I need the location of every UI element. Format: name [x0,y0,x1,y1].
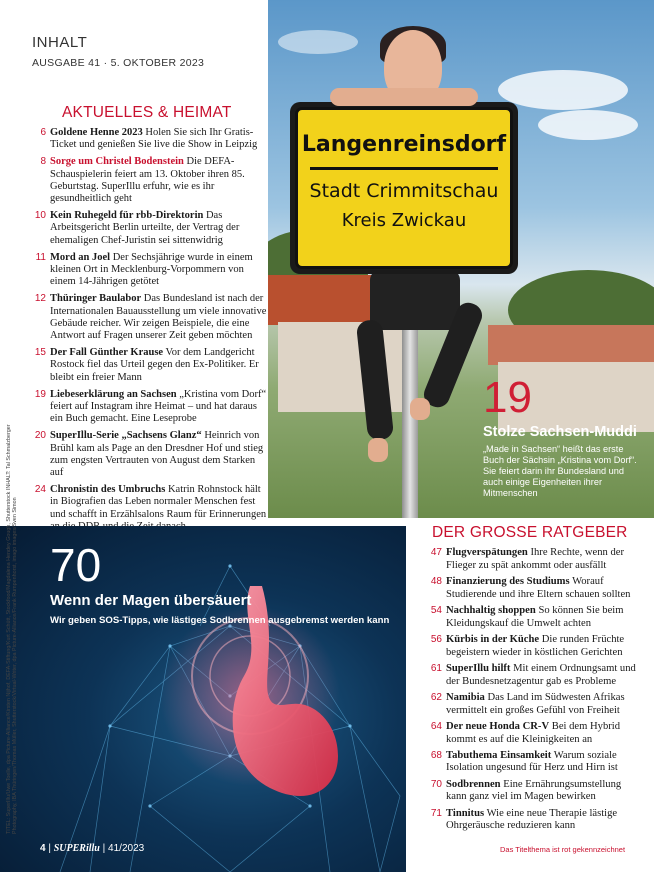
page-header [32,34,204,69]
entry-text: Worauf Studierende und ihre Eltern schauen sollten [446,575,631,600]
entry-page-number: 48 [430,575,442,587]
issue-date: AUSGABE 41 · 5. OKTOBER 2023 [32,57,205,69]
entry-page-number: 70 [430,778,442,790]
page-footer: 4 | SUPERillu | 41/2023 [40,843,145,854]
contents-list-ratgeber [424,547,638,837]
section-title-aktuelles: AKTUELLES & HEIMAT [62,104,232,121]
entry-page-number: 54 [430,604,442,616]
feature-description: Wir geben SOS-Tipps, wie lästiges Sodbrennen ausgebremst werden kann [50,615,390,626]
entry-page-number: 71 [430,807,442,819]
entry-page-number: 19 [34,388,46,400]
entry-body [50,252,268,289]
feature-sachsen[interactable] [483,373,643,499]
entry-body [446,663,638,688]
entry-body [446,808,638,833]
sign-city: Stadt Crimmitschau [309,180,499,202]
contents-entry[interactable] [424,663,638,688]
contents-entry[interactable] [424,576,638,601]
entry-title: Namibia [446,691,485,703]
section-title-ratgeber: DER GROSSE RATGEBER [432,524,628,541]
contents-list-aktuelles [30,127,268,538]
entry-title: Kürbis in der Küche [446,633,540,645]
entry-title: Tabuthema Einsamkeit [446,749,552,761]
entry-title: Kein Ruhegeld für rbb-Direktorin [50,210,204,222]
page-number: 4 [40,843,46,854]
entry-body [446,750,638,775]
contents-entry[interactable] [424,634,638,659]
entry-page-number: 15 [34,347,46,359]
entry-body [446,605,638,630]
contents-entry[interactable] [424,605,638,630]
contents-entry[interactable] [30,389,268,426]
entry-body [446,576,638,601]
entry-page-number: 62 [430,691,442,703]
entry-page-number: 61 [430,662,442,674]
entry-title: Nachhaltig shoppen [446,604,536,616]
person-foot-right [410,398,430,420]
section-label: INHALT [32,34,88,51]
entry-body [50,127,268,151]
entry-text: Die runden Früchte begeistern wieder in köstlichen Gerichten [446,633,625,658]
person-foot-left [368,438,388,462]
entry-page-number: 24 [34,484,46,496]
feature-description: „Made in Sachsen“ heißt das erste Buch der Sächsin „Kristina vom Dorf“. Sie feiert darin ihr Bundesland und auch einige Eigenheiten ihrer Mitmenschen [483,444,637,498]
entry-body [50,293,268,342]
entry-body [446,779,638,804]
entry-title: Thüringer Baulabor [50,293,142,305]
feature-magen[interactable] [50,539,390,627]
contents-entry[interactable] [30,347,268,384]
cover-topic-note: Das Titelthema ist rot gekennzeichnet [500,845,626,854]
feature-page-number: 70 [50,539,102,591]
contents-entry[interactable] [424,808,638,833]
contents-entry[interactable] [30,252,268,289]
contents-entry[interactable] [30,156,268,205]
entry-text: Heinrich von Brühl kam als Page an den Dresdner Hof und stieg zum engsten Vertrauten von August dem Starken auf [50,430,264,479]
entry-title: Goldene Henne 2023 [50,127,143,138]
sign-district: Kreis Zwickau [341,210,467,231]
entry-page-number: 6 [40,127,46,138]
contents-entry[interactable] [30,430,268,479]
entry-text: Katrin Rohnstock hält in Biografien das Leben normaler Menschen fest und schafft in Erzählsalons Raum für Erinnerungen [50,484,267,520]
entry-title: Chronistin des Umbruchs [50,484,166,496]
contents-entry[interactable] [30,293,268,342]
entry-body [50,430,268,479]
entry-text: Warum soziale Isolation ungesund für Herz und Hirn ist [446,749,618,774]
entry-page-number: 20 [34,430,46,442]
photo-credits: TITEL: SuperIllu/Uwe Toelle, dpa Picture-Alliance/Kirsten Nijhof, DEFA-Stiftung/Kurt Schütt, Stockfood/Magdalena Hendey Gough, Shutterstock INHALT: Tal Schmalzberger Photography, IBA Thüringen/Thomas Müller, Shutterstock/Virtual-Writer, dpa Picture-Alliance/Frank Rumpenhorst, imago images/Sven Simon [6,424,19,834]
feature-title: Stolze Sachsen-Muddi [483,424,637,440]
person-arms [330,88,478,106]
entry-body [446,692,638,717]
contents-entry[interactable] [30,127,268,151]
entry-text: Der Sechsjährige wurde in einem kleinen Ort in Mecklenburg-Vorpommern von einem 14-Jährigen getötet [50,251,253,288]
entry-title: Finanzierung des Studiums [446,575,570,587]
entry-text: Wie eine neue Therapie lästige Ohrgeräusche reduzieren kann [446,807,618,832]
entry-text: Die DEFA-Schauspielerin feiert am 13. Oktober ihren 85. Geburtstag. SuperIllu erfuhr, wie es ihr gesundheitlich geht [50,156,245,205]
entry-text: Das Land im Südwesten Afrikas vermittelt ein großes Gefühl von Freiheit [446,691,625,716]
footer-issue: 41/2023 [108,843,145,854]
entry-page-number: 64 [430,720,442,732]
entry-title: Flugverspätungen [446,547,528,558]
entry-text: Das Bundesland ist nach der Internationalen Bauausstellung um viele innovative Gebäude reicher. Wir zeigen Beispiele, die eine Antwort auf Fragen unserer Zeit geben möchten [50,293,267,342]
entry-title: Sodbrennen [446,778,501,790]
entry-title: Der Fall Günther Krause [50,347,164,359]
contents-entry[interactable] [424,750,638,775]
entry-body [446,721,638,746]
contents-entry[interactable] [30,210,268,247]
town-sign [290,102,518,274]
contents-entry[interactable] [424,721,638,746]
entry-title: Tinnitus [446,807,485,819]
magazine-brand: SUPERillu [53,843,100,854]
contents-entry[interactable] [424,779,638,804]
entry-text: Mit einem Ordnungsamt und der Bundesnetzagentur gab es Probleme [446,662,636,687]
entry-page-number: 10 [34,210,46,222]
entry-page-number: 11 [35,251,46,263]
entry-text: So können Sie beim Kleidungskauf die Umwelt achten [446,604,624,629]
entry-page-number: 68 [430,749,442,761]
sign-town-name: Langenreinsdorf [301,132,507,157]
contents-entry[interactable] [424,547,638,572]
entry-text: Vor dem Landgericht Rostock fiel das Urteil gegen den Ex-Politiker. Er bleibt ein freier Mann [50,347,259,383]
entry-text: Holen Sie sich Ihr Gratis-Ticket und genießen Sie live die Show in Leipzig [50,127,258,151]
entry-title: Sorge um Christel Bodenstein [50,156,184,168]
entry-page-number: 56 [430,633,442,645]
entry-text: Bei dem Hybrid kommt es auf die Kleinigkeiten an [446,720,621,745]
entry-body [446,547,638,572]
entry-title: SuperIllu hilft [446,662,511,674]
entry-body [50,347,268,384]
entry-body [446,634,638,659]
entry-body [50,156,268,205]
feature-title: Wenn der Magen übersäuert [50,592,252,609]
entry-title: Liebeserklärung an Sachsen [50,388,177,400]
entry-text: „Kristina vom Dorf“ feiert auf Instagram ihre Heimat – und hat daraus ein Buch gemacht. Eine Leseprobe [50,388,267,425]
entry-page-number: 47 [430,547,442,558]
person-torso [370,270,460,330]
contents-entry[interactable] [424,692,638,717]
feature-page-number: 19 [483,373,532,422]
entry-body [50,389,268,426]
entry-text: Das Arbeitsgericht Berlin urteilte, der Vertrag der ehemaligen Chef-Juristin sei sittenwidrig [50,210,240,246]
entry-page-number: 8 [40,156,46,168]
entry-title: Mord an Joel [50,251,111,263]
entry-text: Ihre Rechte, wenn der Flieger zu spät ankommt oder ausfällt [446,547,625,571]
entry-body [50,210,268,247]
entry-title: Der neue Honda CR-V [446,720,550,732]
entry-text: Eine Ernährungsumstellung kann ganz viel im Magen bewirken [446,778,622,803]
entry-page-number: 12 [34,293,46,305]
entry-title: SuperIllu-Serie „Sachsens Glanz“ [50,430,202,442]
